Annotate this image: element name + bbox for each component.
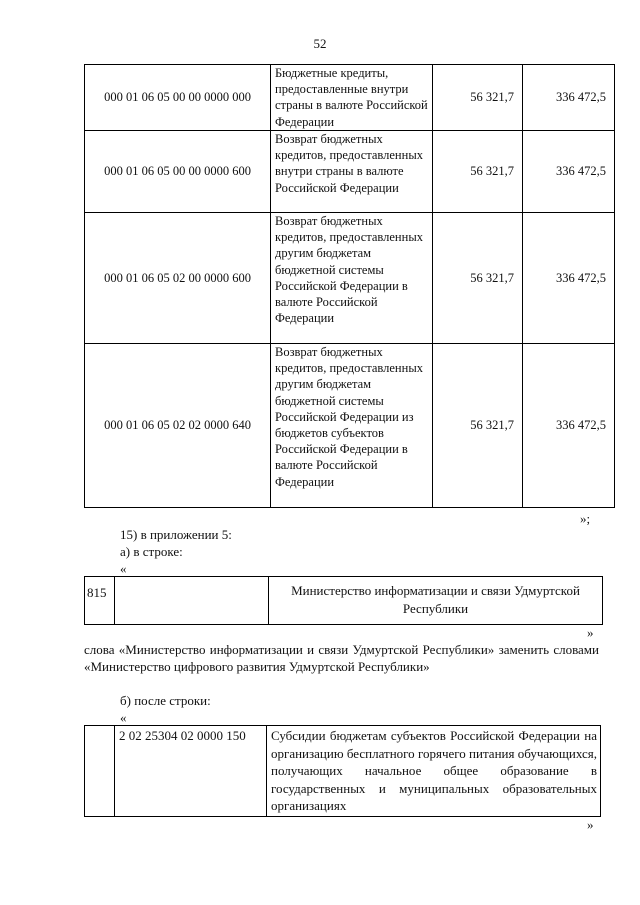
item-15-heading: 15) в приложении 5: xyxy=(120,527,232,542)
amount-cell: 56 321,7 xyxy=(433,213,523,344)
amount-cell: 56 321,7 xyxy=(433,131,523,213)
ministry-name-cell: Министерство информатизации и связи Удмуртской Республики xyxy=(269,577,603,625)
budget-name-cell: Возврат бюджетных кредитов, предоставленных другим бюджетам бюджетной системы Российской Федерации в валюте Российской Федерации xyxy=(271,213,433,344)
amount-cell: 336 472,5 xyxy=(523,131,615,213)
table-row xyxy=(85,577,603,625)
table-row xyxy=(85,726,601,817)
budget-name-cell: Бюджетные кредиты, предоставленные внутри страны в валюте Российской Федерации xyxy=(271,65,433,131)
budget-code-cell: 000 01 06 05 00 00 0000 600 xyxy=(85,131,271,213)
subsidy-name-cell: Субсидии бюджетам субъектов Российской Федерации на организацию бесплатного горячего питания обучающихся, получающих начальное общее образование в государственных и муниципальных образовательных организациях xyxy=(267,726,601,817)
opening-quote: « xyxy=(120,561,127,576)
amount-cell: 56 321,7 xyxy=(433,344,523,508)
ministry-code-cell: 815 xyxy=(85,577,115,625)
subsidy-row-table xyxy=(84,725,601,817)
closing-quote: » xyxy=(587,625,594,640)
item-a-heading: а) в строке: xyxy=(120,544,183,559)
subsidy-code-cell: 2 02 25304 02 0000 150 xyxy=(115,726,267,817)
replace-paragraph: слова «Министерство информатизации и связи Удмуртской Республики» заменить словами «Министерство цифрового развития Удмуртской Республики» xyxy=(84,642,599,674)
empty-cell xyxy=(85,726,115,817)
closing-quote: » xyxy=(587,817,594,832)
page-number: 52 xyxy=(313,36,327,51)
closing-quote: »; xyxy=(580,511,591,526)
amount-cell: 56 321,7 xyxy=(433,65,523,131)
budget-code-cell: 000 01 06 05 02 02 0000 640 xyxy=(85,344,271,508)
empty-cell xyxy=(115,577,269,625)
ministry-row-table xyxy=(84,576,603,625)
budget-credits-table xyxy=(84,64,615,508)
budget-name-cell: Возврат бюджетных кредитов, предоставленных другим бюджетам бюджетной системы Российской Федерации из бюджетов субъектов Российской Федерации в валюте Российской Федерации xyxy=(271,344,433,508)
table-row xyxy=(85,131,615,213)
table-row xyxy=(85,65,615,131)
amount-cell: 336 472,5 xyxy=(523,213,615,344)
budget-name-cell: Возврат бюджетных кредитов, предоставленных внутри страны в валюте Российской Федерации xyxy=(271,131,433,213)
table-row xyxy=(85,344,615,508)
amount-cell: 336 472,5 xyxy=(523,65,615,131)
budget-code-cell: 000 01 06 05 02 00 0000 600 xyxy=(85,213,271,344)
budget-code-cell: 000 01 06 05 00 00 0000 000 xyxy=(85,65,271,131)
item-b-heading: б) после строки: xyxy=(120,693,211,708)
table-row xyxy=(85,213,615,344)
amount-cell: 336 472,5 xyxy=(523,344,615,508)
opening-quote: « xyxy=(120,710,127,725)
